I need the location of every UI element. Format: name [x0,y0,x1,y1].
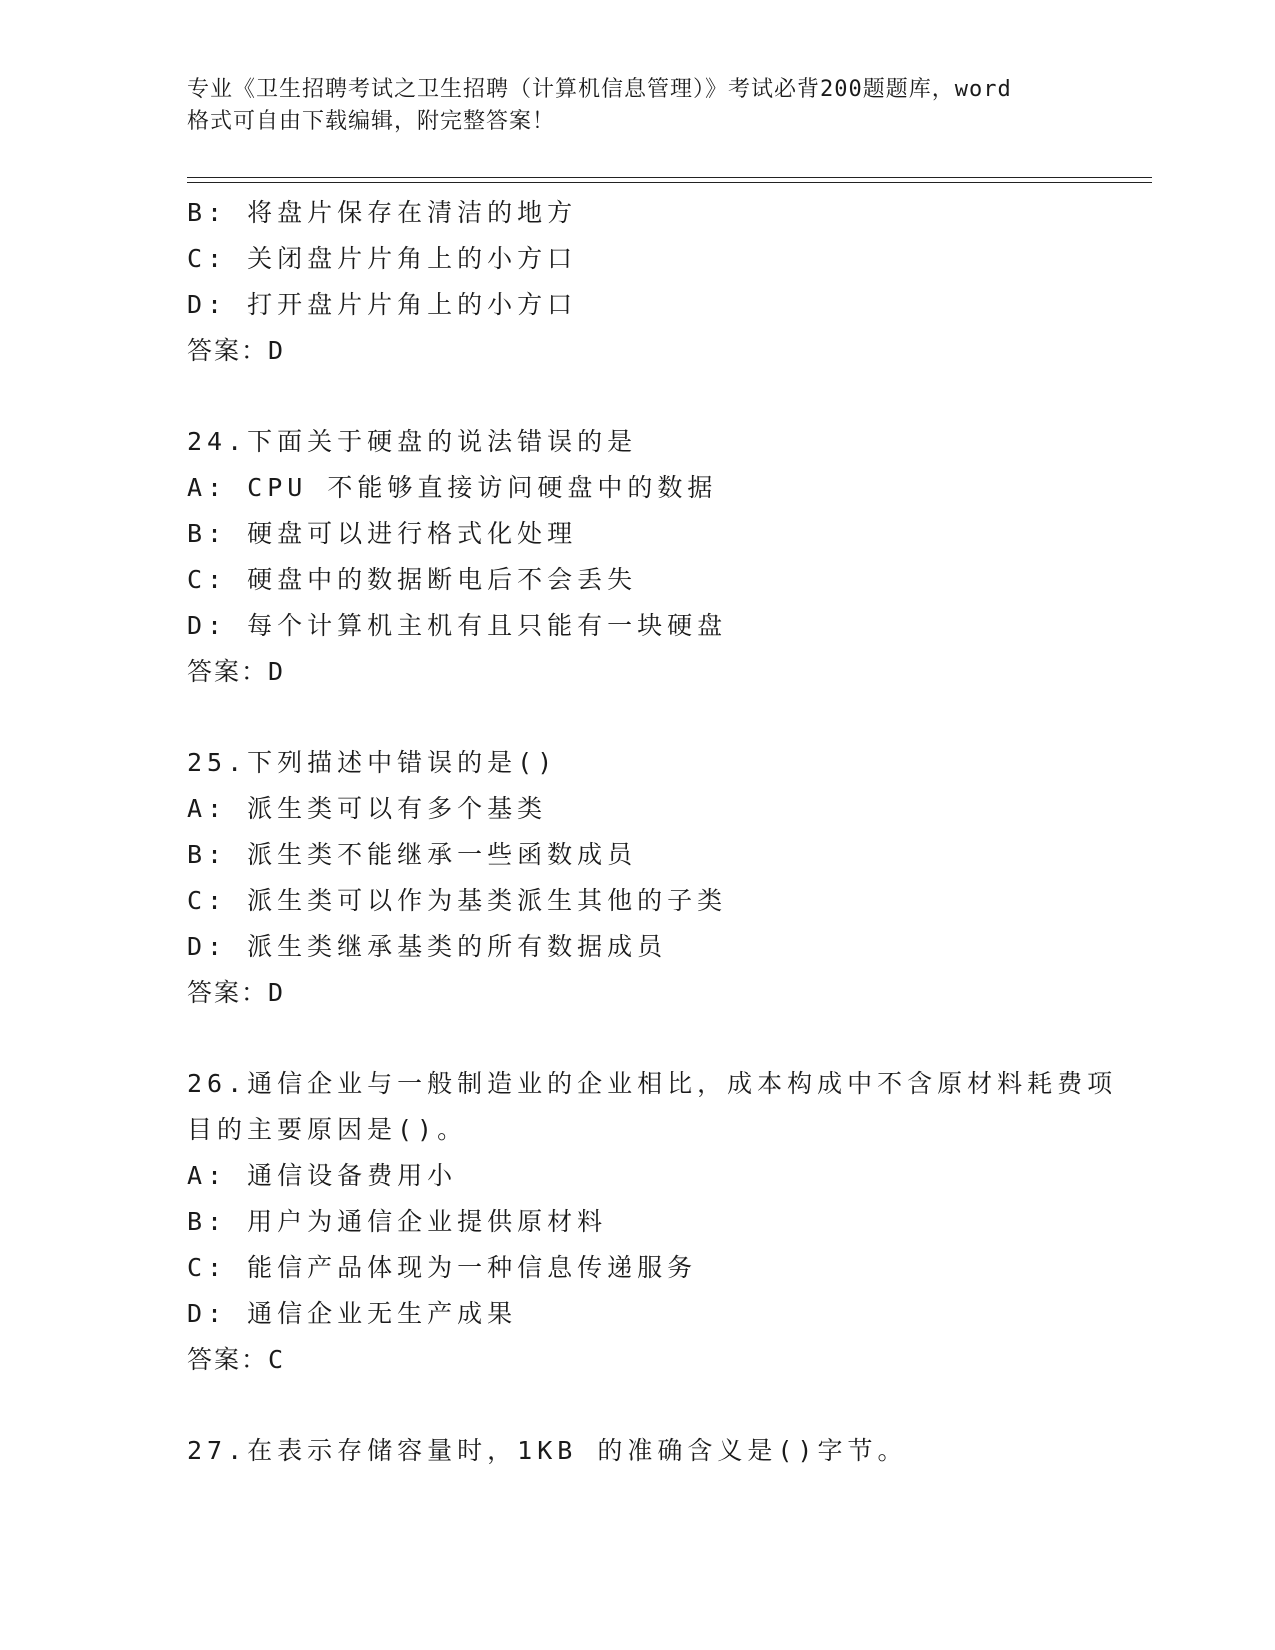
option-d: D: 每个计算机主机有且只能有一块硬盘 [187,611,728,640]
option-c: C: 派生类可以作为基类派生其他的子类 [187,886,728,915]
option-a: A: 通信设备费用小 [187,1161,458,1190]
document-header [187,74,1087,138]
option-c: C: 能信产品体现为一种信息传递服务 [187,1253,698,1282]
option-a: A: 派生类可以有多个基类 [187,794,548,823]
question-stem: 24.下面关于硬盘的说法错误的是 [187,427,638,456]
option-c: C: 关闭盘片片角上的小方口 [187,244,578,273]
question-24 [187,419,1087,695]
option-c: C: 硬盘中的数据断电后不会丢失 [187,565,638,594]
header-line-2: 格式可自由下载编辑，附完整答案！ [187,109,556,134]
option-b: B: 硬盘可以进行格式化处理 [187,519,578,548]
option-d: D: 通信企业无生产成果 [187,1299,518,1328]
option-d: D: 打开盘片片角上的小方口 [187,290,578,319]
question-26 [187,1061,1118,1383]
answer-line: 答案：D [187,978,286,1007]
answer-line: 答案：C [187,1345,286,1374]
question-25 [187,740,1087,1016]
answer-line: 答案：D [187,657,286,686]
answer-line: 答案：D [187,336,286,365]
question-27 [187,1428,1087,1474]
option-b: B: 用户为通信企业提供原材料 [187,1207,608,1236]
header-line-1: 专业《卫生招聘考试之卫生招聘（计算机信息管理）》考试必背200题题库，word [187,77,1012,102]
question-list [187,190,1118,1474]
option-d: D: 派生类继承基类的所有数据成员 [187,932,668,961]
header-divider-top [187,177,1152,178]
question-stem: 27.在表示存储容量时，1KB 的准确含义是()字节。 [187,1436,908,1465]
header-divider-bottom [187,182,1152,183]
question-23-continued [187,190,1087,374]
question-stem: 25.下列描述中错误的是() [187,748,558,777]
option-a: A: CPU 不能够直接访问硬盘中的数据 [187,473,718,502]
option-b: B: 将盘片保存在清洁的地方 [187,198,578,227]
question-stem-line-2: 目的主要原因是()。 [187,1115,468,1144]
question-stem-line-1: 26.通信企业与一般制造业的企业相比，成本构成中不含原材料耗费项 [187,1069,1118,1098]
option-b: B: 派生类不能继承一些函数成员 [187,840,638,869]
